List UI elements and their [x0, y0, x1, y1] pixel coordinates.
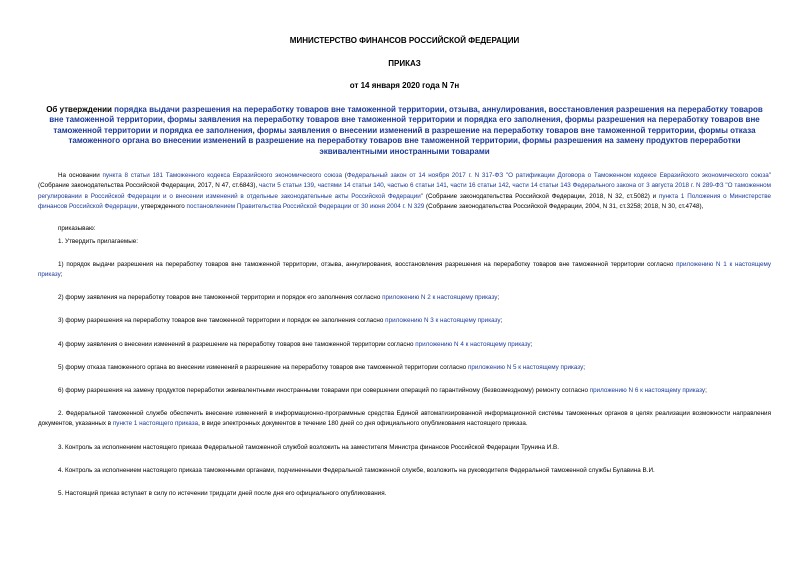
subitem-2	[38, 293, 771, 303]
document-type: ПРИКАЗ	[388, 59, 421, 68]
preamble-text: (	[342, 172, 347, 180]
item-5: 5. Настоящий приказ вступает в силу по истечении тридцати дней после дня его официального опубликования.	[58, 490, 387, 498]
preamble-text: (Собрание законодательства Российской Федерации, 2017, N 47, ст.6843),	[38, 182, 260, 190]
subitem-text: 2) форму заявления на переработку товаров вне таможенной территории и порядок его заполнения согласно	[58, 294, 383, 302]
link-appendix-6[interactable]: приложению N 6 к настоящему приказу	[589, 387, 706, 395]
link-government-decree-329[interactable]: постановлением Правительства Российской Федерации от 30 июня 2004 г. N 329	[186, 203, 425, 211]
title-link[interactable]: порядка выдачи разрешения на переработку товаров вне таможенной территории, отзыва, аннулирования, восстановления разрешения на переработку товаров вне таможенной территории, формы заявления на переработку товаров вне таможенной территории и порядка его заполнения, формы разрешения на переработку товаров вне таможенной территории и порядка ее заполнения, формы заявления о внесении изменений в разрешение на переработку товаров вне таможенной территории, формы отказа таможенного органа во внесении изменений в разрешение на переработку товаров вне таможенной территории, формы разрешения на замену продуктов переработки эквивалентными иностранными товарами	[49, 105, 763, 156]
link-appendix-1[interactable]: приложению N 1 к настоящему приказу	[38, 260, 771, 279]
link-article-140[interactable]: частями 14 статьи 140	[317, 182, 384, 190]
subitem-text: 4) форму заявления о внесении изменений в разрешение на переработку товаров вне таможенной территории согласно	[58, 340, 416, 348]
preamble-text: (Собрание законодательства Российской Федерации, 2018, N 32, ст.5082) и	[423, 192, 659, 200]
subitem-text: 6) форму разрешения на замену продуктов переработки эквивалентными иностранными товарами при совершении операций по гарантийному (безвозмездному) ремонту согласно	[58, 387, 590, 395]
link-appendix-5[interactable]: приложению N 5 к настоящему приказу	[467, 363, 584, 371]
punctuation: ;	[60, 271, 63, 279]
preamble-text: (Собрание законодательства Российской Федерации, 2004, N 31, ст.3258; 2018, N 30, ст.4748),	[424, 203, 704, 211]
link-federal-law-317[interactable]: Федеральный закон от 14 ноября 2017 г. N 317-ФЗ "О ратификации Договора о Таможенном кодексе Евразийского экономического союза"	[346, 172, 772, 180]
link-article-141[interactable]: частью 6 статьи 141	[387, 182, 447, 190]
preamble-text: ,	[313, 182, 318, 190]
preamble	[38, 171, 771, 213]
punctuation: ;	[705, 387, 707, 395]
punctuation: ;	[583, 363, 586, 371]
link-appendix-4[interactable]: приложению N 4 к настоящему приказу	[415, 340, 531, 348]
subitem-text: 3) форму разрешения на переработку товаров вне таможенной территории и порядок ее заполнения согласно	[58, 317, 386, 325]
preamble-text: ,	[508, 182, 513, 190]
title-prefix: Об утверждении	[46, 105, 115, 114]
subitem-text: 1) порядок выдачи разрешения на переработку товаров вне таможенной территории, отзыва, аннулирования, восстановления разрешения на переработку товаров вне таможенной территории согласно	[58, 260, 677, 268]
document-date-number: от 14 января 2020 года N 7н	[349, 81, 460, 90]
preamble-text: На основании	[58, 172, 103, 180]
punctuation: ;	[500, 317, 503, 325]
preamble-text: ,	[383, 182, 388, 190]
link-paragraph-1[interactable]: пункте 1 настоящего приказа	[112, 420, 199, 428]
preamble-text: ,	[446, 182, 451, 190]
item-4: 4. Контроль за исполнением настоящего приказа таможенными органами, подчиненными Федеральной таможенной службе, возложить на руководителя Федеральной таможенной службы Булавина В.И.	[58, 466, 655, 474]
subitem-text: 5) форму отказа таможенного органа во внесении изменений в разрешение на переработку товаров вне таможенной территории согласно	[58, 363, 468, 371]
link-article-139[interactable]: части 5 статьи 139	[259, 182, 314, 190]
link-appendix-2[interactable]: приложению N 2 к настоящему приказу	[382, 294, 498, 302]
subitem-1	[38, 260, 771, 280]
subitem-5	[38, 363, 771, 373]
document-title	[38, 105, 771, 157]
orders-label: приказываю:	[58, 224, 96, 232]
subitem-3	[38, 316, 771, 326]
item-3: 3. Контроль за исполнением настоящего приказа Федеральной таможенной службой возложить на заместителя Министра финансов Российской Федерации Трунина И.В.	[58, 443, 559, 451]
preamble-text: , утвержденного	[137, 203, 187, 211]
link-ministry-regulation[interactable]: пункта 1 Положения о Министерстве финансов Российской Федерации	[38, 192, 771, 211]
subitem-4	[38, 340, 771, 350]
item-2	[38, 409, 771, 429]
link-federal-law-289[interactable]: части 14 статьи 143 Федерального закона от 3 августа 2018 г. N 289-ФЗ "О таможенном регулировании в Российской Федерации и о внесении изменений в отдельные законодательные акты Российской Федерации"	[38, 182, 771, 200]
item-text: , в виде электронных документов в течение 180 дней со дня официального опубликования настоящего приказа.	[198, 420, 528, 428]
link-appendix-3[interactable]: приложению N 3 к настоящему приказу	[385, 317, 501, 325]
punctuation: ;	[530, 340, 533, 348]
item-1: 1. Утвердить прилагаемые:	[58, 237, 138, 245]
subitem-6	[38, 386, 771, 396]
item-text: 2. Федеральной таможенной службе обеспечить внесение изменений в информационно-программные средства Единой автоматизированной информационной системы таможенных органов в целях реализации возможности направления документов, указанных в	[38, 410, 771, 428]
punctuation: ;	[497, 294, 500, 302]
link-article-142[interactable]: части 16 статьи 142	[450, 182, 509, 190]
link-customs-code-article-181[interactable]: пункта 8 статьи 181 Таможенного кодекса Евразийского экономического союза	[102, 172, 342, 180]
ministry-heading: МИНИСТЕРСТВО ФИНАНСОВ РОССИЙСКОЙ ФЕДЕРАЦИИ	[289, 36, 520, 45]
